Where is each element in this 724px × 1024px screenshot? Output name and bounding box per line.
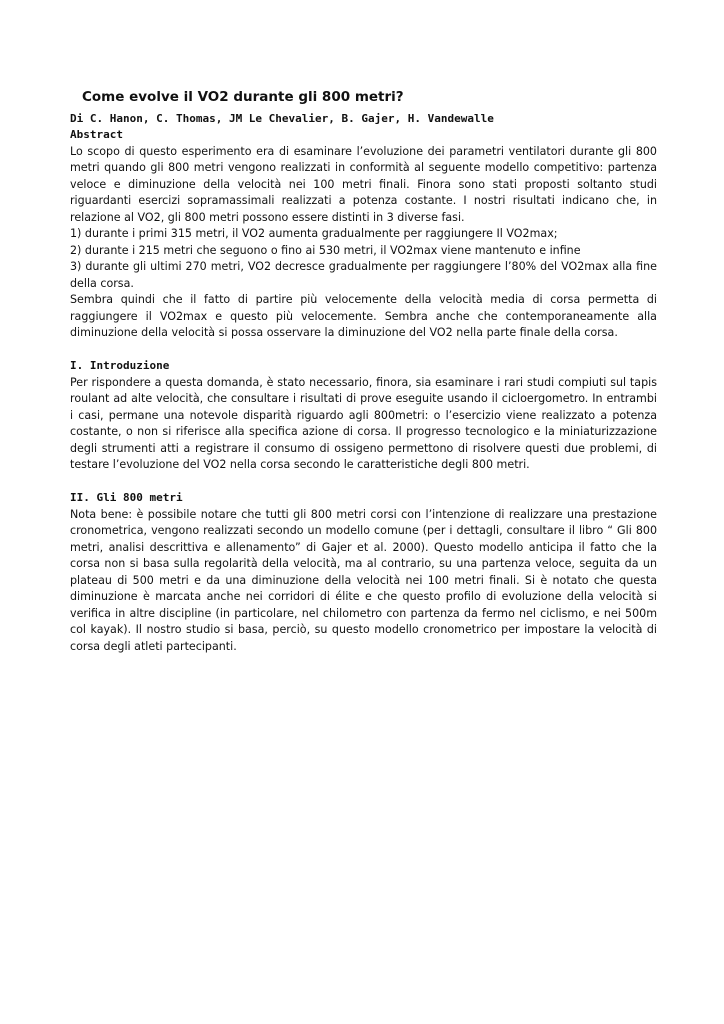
abstract-conclusion: Sembra quindi che il fatto di partire più velocemente della velocità media di corsa permetta di raggiungere il VO2max e questo più velocemente. Sembra anche che contemporaneamente alla diminuzione della velocità si possa osservare la diminuzione del VO2 nella parte finale della corsa. bbox=[70, 293, 657, 339]
paper-authors: Di C. Hanon, C. Thomas, JM Le Chevalier, B. Gajer, H. Vandewalle bbox=[70, 112, 494, 125]
section2-paragraph: Nota bene: è possibile notare che tutti gli 800 metri corsi con l’intenzione di realizzare una prestazione cronometrica, vengono realizzati secondo un modello comune (per i dettagli, consultare il libro “ Gli 800 metri, analisi descrittiva e allenamento” di Gajer et al. 2000). Questo modello anticipa il fatto che la corsa non si basa sulla regolarità della velocità, ma al contrario, su una partenza veloce, seguita da un plateau di 500 metri e da una diminuzione della velocità nei 100 metri finali. Si è notato che questa diminuzione è marcata anche nei corridori di élite e che questo profilo di evoluzione della velocità si verifica in altre discipline (in particolare, nel chilometro con partenza da fermo nel ciclismo, e nei 500m col kayak). Il nostro studio si basa, perciò, su questo modello cronometrico per impostare la velocità di corsa degli atleti partecipanti. bbox=[70, 507, 657, 653]
document-page bbox=[70, 88, 657, 655]
abstract-phase-1: 1) durante i primi 315 metri, il VO2 aumenta gradualmente per raggiungere Il VO2max; bbox=[70, 227, 558, 240]
introduction-heading: I. Introduzione bbox=[70, 359, 170, 372]
section2-heading: II. Gli 800 metri bbox=[70, 491, 183, 504]
abstract-paragraph: Lo scopo di questo esperimento era di esaminare l’evoluzione dei parametri ventilatori durante gli 800 metri quando gli 800 metri vengono realizzati in conformità al seguente modello competitivo: partenza veloce e diminuzione della velocità nei 100 metri finali. Finora sono stati proposti soltanto studi riguardanti esercizi sopramassimali realizzati a potenza costante. I nostri risultati indicano che, in relazione al VO2, gli 800 metri possono essere distinti in 3 diverse fasi. bbox=[70, 144, 657, 224]
abstract-phase-2: 2) durante i 215 metri che seguono o fino ai 530 metri, il VO2max viene mantenuto e infine bbox=[70, 243, 581, 257]
abstract-heading: Abstract bbox=[70, 128, 123, 141]
introduction-paragraph: Per rispondere a questa domanda, è stato necessario, finora, sia esaminare i rari studi compiuti sul tapis roulant ad alte velocità, che consultare i risultati di prove eseguite usando il cicloergometro. In entrambi i casi, permane una notevole disparità riguardo agli 800metri: o l’esercizio viene realizzato a potenza costante, o non si riferisce alla specifica azione di corsa. Il progresso tecnologico e la miniaturizzazione degli strumenti atti a registrare il consumo di ossigeno permettono di risolvere questi due problemi, di testare l’evoluzione del VO2 nella corsa secondo le caratteristiche degli 800 metri. bbox=[70, 375, 657, 471]
abstract-phase-3: 3) durante gli ultimi 270 metri, VO2 decresce gradualmente per raggiungere l’80% del VO2max alla fine della corsa. bbox=[70, 260, 657, 290]
paper-title: Come evolve il VO2 durante gli 800 metri? bbox=[82, 89, 404, 105]
